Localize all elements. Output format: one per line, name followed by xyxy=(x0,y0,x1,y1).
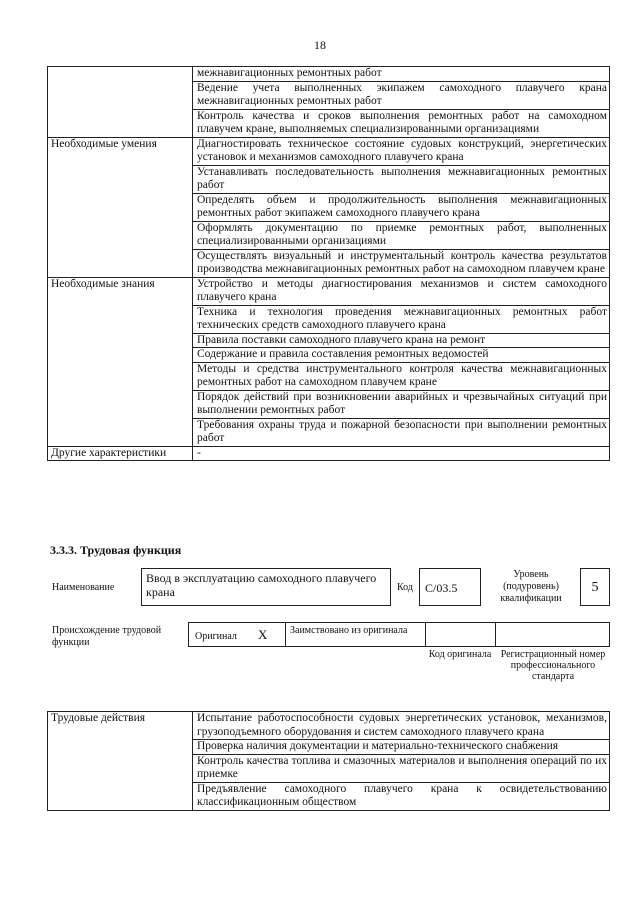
table-cell: Методы и средства инструментального контроля качества межнавигационных ремонтных работ на самоходном плавучем кране xyxy=(193,362,610,390)
table-cell: Контроль качества и сроков выполнения ремонтных работ на самоходном плавучем кране, выполняемых специализированными организациями xyxy=(193,109,610,137)
divider xyxy=(425,622,426,647)
table-cell: Содержание и правила составления ремонтных ведомостей xyxy=(193,348,610,363)
divider xyxy=(285,622,286,647)
row-label: Необходимые умения xyxy=(48,137,193,277)
table-cell: межнавигационных ремонтных работ xyxy=(193,67,610,82)
name-label: Наименование xyxy=(52,582,115,593)
table-cell: Требования охраны труда и пожарной безопасности при выполнении ремонтных работ xyxy=(193,418,610,446)
table-row xyxy=(48,277,610,305)
divider xyxy=(495,622,496,647)
table-cell: Проверка наличия документации и материально-технического снабжения xyxy=(193,740,610,755)
table-cell: Оформлять документацию по приемке ремонтных работ, выполненных специализированными организациями xyxy=(193,221,610,249)
table-row xyxy=(48,67,610,82)
table-cell: Диагностировать техническое состояние судовых конструкций, энергетических установок и механизмов самоходного плавучего крана xyxy=(193,137,610,165)
original-mark: X xyxy=(258,627,268,642)
origin-row xyxy=(188,622,610,647)
original-label: Оригинал xyxy=(195,631,237,642)
row-label xyxy=(48,67,193,138)
code-label: Код xyxy=(397,582,413,593)
function-code-field: C/03.5 xyxy=(419,568,481,606)
row-label: Другие характеристики xyxy=(48,446,193,461)
table-cell: Контроль качества топлива и смазочных материалов и выполнения операций по их приемке xyxy=(193,754,610,782)
page-number: 18 xyxy=(314,38,326,52)
table-cell: Ведение учета выполненных экипажем самоходного плавучего крана межнавигационных ремонтных работ xyxy=(193,81,610,109)
table-cell: - xyxy=(193,446,610,461)
table-cell: Порядок действий при возникновении аварийных и чрезвычайных ситуаций при выполнении ремонтных работ xyxy=(193,390,610,418)
table-cell: Правила поставки самоходного плавучего крана на ремонт xyxy=(193,333,610,348)
labor-actions-table xyxy=(47,711,610,811)
table-row xyxy=(48,712,610,740)
function-name-field: Ввод в эксплуатацию самоходного плавучего крана xyxy=(141,568,391,606)
reg-caption: Регистрационный номер профессионального стандарта xyxy=(500,649,606,682)
row-label: Трудовые действия xyxy=(48,712,193,811)
origin-label: Происхождение трудовой функции xyxy=(52,625,162,648)
borrowed-label: Заимствовано из оригинала xyxy=(290,625,408,636)
table-cell: Устанавливать последовательность выполнения межнавигационных ремонтных работ xyxy=(193,165,610,193)
table-row xyxy=(48,137,610,165)
table-cell: Предъявление самоходного плавучего крана к освидетельствованию классификационным обществом xyxy=(193,782,610,810)
requirements-table xyxy=(47,66,610,461)
table-row xyxy=(48,446,610,461)
level-field: 5 xyxy=(580,568,610,606)
table-cell: Осуществлять визуальный и инструментальный контроль качества результатов производства межнавигационных ремонтных работ на самоходном плавучем кране xyxy=(193,249,610,277)
level-label: Уровень (подуровень) квалификации xyxy=(500,569,562,604)
table-cell: Испытание работоспособности судовых энергетических установок, механизмов, грузоподъемного оборудования и систем самоходного плавучего крана xyxy=(193,712,610,740)
table-cell: Определять объем и продолжительность выполнения межнавигационных ремонтных работ экипажем самоходного плавучего крана xyxy=(193,193,610,221)
row-label: Необходимые знания xyxy=(48,277,193,446)
section-heading: 3.3.3. Трудовая функция xyxy=(50,543,182,557)
code-caption: Код оригинала xyxy=(428,649,492,660)
table-cell: Устройство и методы диагностирования механизмов и систем самоходного плавучего крана xyxy=(193,277,610,305)
table-cell: Техника и технология проведения межнавигационных ремонтных работ технических средств самоходного плавучего крана xyxy=(193,305,610,333)
